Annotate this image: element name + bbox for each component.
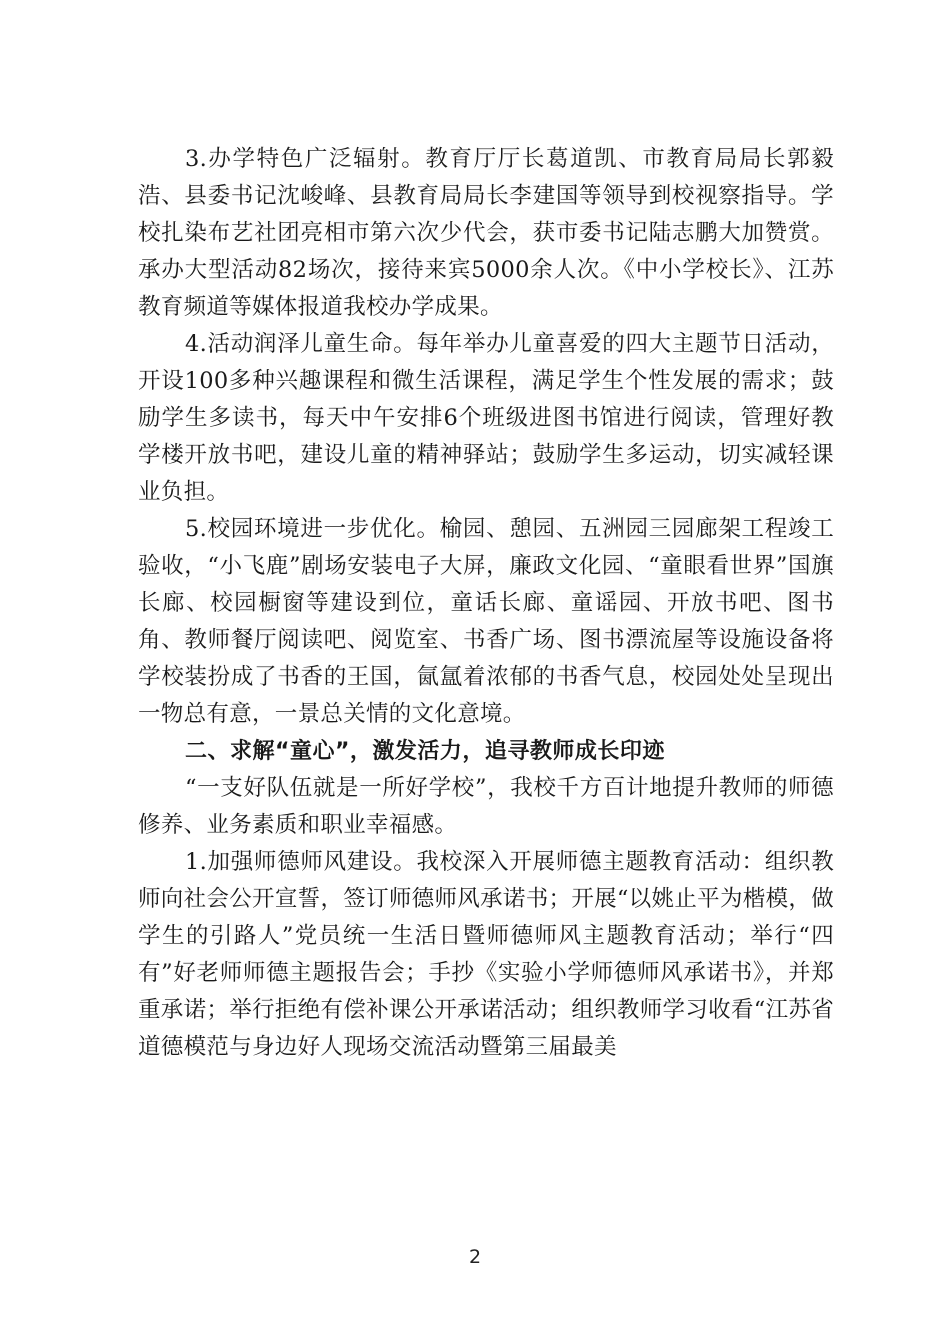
section-heading: 二、求解“童心”，激发活力，追寻教师成长印迹 <box>185 739 665 764</box>
paragraph-ethics-building: 1.加强师德师风建设。我校深入开展师德主题教育活动：组织教师向社会公开宣誓，签订师德师风承诺书；开展“以姚止平为楷模，做学生的引路人”党员统一生活日暨师德师风主题教育活动；举行“四有”好老师师德主题报告会；手抄《实验小学师德师风承诺书》，并郑重承诺；举行拒绝有偿补课公开承诺活动；组织教师学习收看“江苏省道德模范与身边好人现场交流活动暨第三届最美 <box>138 849 834 1060</box>
page-number: 2 <box>468 1246 482 1268</box>
paragraph-activities: 4.活动润泽儿童生命。每年举办儿童喜爱的四大主题节日活动，开设100多种兴趣课程和微生活课程，满足学生个性发展的需求；鼓励学生多读书，每天中午安排6个班级进图书馆进行阅读，管理好教学楼开放书吧，建设儿童的精神驿站；鼓励学生多运动，切实减轻课业负担。 <box>138 331 834 505</box>
paragraph-team-intro: “一支好队伍就是一所好学校”，我校千方百计地提升教师的师德修养、业务素质和职业幸福感。 <box>138 775 834 838</box>
paragraph-campus-environment: 5.校园环境进一步优化。榆园、憩园、五洲园三园廊架工程竣工验收，“小飞鹿”剧场安装电子大屏，廉政文化园、“童眼看世界”国旗长廊、校园橱窗等建设到位，童话长廊、童谣园、开放书吧、图书角、教师餐厅阅读吧、阅览室、书香广场、图书漂流屋等设施设备将学校装扮成了书香的王国，氤氲着浓郁的书香气息，校园处处呈现出一物总有意，一景总关情的文化意境。 <box>138 516 834 727</box>
document-body <box>138 141 834 1066</box>
paragraph-school-influence: 3.办学特色广泛辐射。教育厅厅长葛道凯、市教育局局长郭毅浩、县委书记沈峻峰、县教育局局长李建国等领导到校视察指导。学校扎染布艺社团亮相市第六次少代会，获市委书记陆志鹏大加赞赏。承办大型活动82场次，接待来宾5000余人次。《中小学校长》、江苏教育频道等媒体报道我校办学成果。 <box>138 146 834 320</box>
